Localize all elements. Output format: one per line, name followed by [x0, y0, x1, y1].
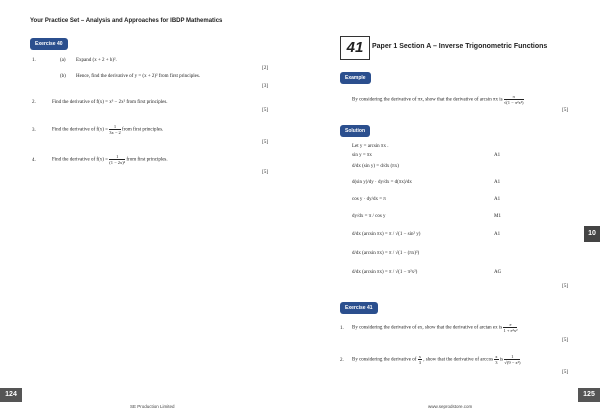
q4-text-a: Find the derivative of f(x) =	[52, 157, 108, 163]
solution-mark: A1	[494, 232, 501, 237]
solution-mark: AG	[494, 270, 502, 275]
example-text	[352, 94, 524, 105]
q3-text-b: from first principles.	[122, 127, 164, 133]
ex41-q2-frac2-den: 3	[495, 360, 498, 365]
solution-badge: Solution	[340, 125, 370, 137]
q3-text-a: Find the derivative of f(x) =	[52, 127, 108, 133]
chapter-tab: 10	[584, 226, 600, 242]
q4-number: 4.	[32, 158, 36, 163]
q1b-marks: [3]	[262, 84, 268, 89]
ex41-q1-frac-num: e	[503, 322, 517, 328]
q1a-marks: [2]	[262, 66, 268, 71]
q1-number: 1.	[32, 58, 36, 63]
exercise-41-badge: Exercise 41	[340, 302, 378, 314]
running-header: Your Practice Set – Analysis and Approaches for IBDP Mathematics	[30, 18, 223, 24]
q1a-label: (a)	[60, 58, 66, 63]
ex41-q2-number: 2.	[340, 358, 344, 363]
solution-line: cos y · dy/dx = π	[352, 197, 386, 202]
chapter-number-box: 41	[340, 36, 370, 60]
example-fraction	[504, 94, 524, 105]
q4-marks: [5]	[262, 170, 268, 175]
ex41-q2-text-b: , show that the derivative of arccos	[423, 357, 494, 363]
q2-marks: [5]	[262, 108, 268, 113]
ex41-q2-text-a: By considering the derivative of	[352, 357, 417, 363]
ex41-q1-number: 1.	[340, 326, 344, 331]
ex41-q1-frac-den: 1 + e²x²	[503, 328, 518, 333]
q3-marks: [5]	[262, 140, 268, 145]
q4-fraction	[109, 154, 125, 165]
ex41-q2-frac1	[418, 354, 422, 365]
example-badge: Example	[340, 72, 371, 84]
example-marks: [5]	[562, 108, 568, 113]
q4-text-b: from first principles.	[126, 157, 168, 163]
example-frac-den: √(1 − π²x²)	[503, 100, 524, 105]
q3-frac-den: 3x − 2	[109, 130, 121, 135]
solution-mark: M1	[494, 214, 501, 219]
q1b-text: Hence, find the derivative of y = (x + 2)² from first principles.	[76, 74, 201, 79]
ex41-q2-marks: [5]	[562, 370, 568, 375]
q2-text: Find the derivative of f(x) = x³ − 2x² from first principles.	[52, 100, 168, 105]
ex41-q2-frac1-num: x	[418, 354, 421, 359]
solution-line: d(sin y)/dy · dy/dx = d(πx)/dx	[352, 180, 412, 185]
q1b-label: (b)	[60, 74, 66, 79]
right-page-number: 125	[578, 388, 600, 402]
ex41-q2-frac3	[504, 354, 520, 365]
solution-line: dy/dx = π / cos y	[352, 214, 386, 219]
solution-mark: A1	[494, 153, 501, 158]
example-frac-num: π	[504, 94, 524, 100]
exercise-40-badge: Exercise 40	[30, 38, 68, 50]
q2-number: 2.	[32, 100, 36, 105]
left-page-number: 124	[0, 388, 22, 402]
ex41-q2-text-c: is	[499, 357, 504, 363]
solution-line: Let y = arcsin πx .	[352, 144, 389, 149]
right-footer: www.seprodstore.com	[428, 404, 473, 409]
ex41-q2-frac1-den: 3	[418, 360, 421, 365]
q1a-text: Expand (x + 2 + h)².	[76, 58, 117, 63]
q3-frac-num: 1	[109, 124, 121, 130]
ex41-q2-frac3-num: 1	[504, 354, 520, 360]
solution-line: d/dx (sin y) = d/dx (πx)	[352, 164, 399, 169]
q4-text	[52, 154, 168, 165]
q4-frac-den: (1 − 2x)²	[109, 160, 126, 165]
solution-line: d/dx (arcsin πx) = π / √(1 − π²x²)	[352, 270, 418, 275]
solution-line: d/dx (arcsin πx) = π / √(1 − sin² y)	[352, 232, 421, 237]
ex41-q2-frac3-den: √(9 − x²)	[504, 360, 521, 365]
solution-marks: [5]	[562, 284, 568, 289]
example-body: By considering the derivative of πx, show that the derivative of arcsin πx is	[352, 97, 503, 103]
solution-mark: A1	[494, 180, 501, 185]
ex41-q2-frac2-num: x	[495, 354, 498, 359]
ex41-q1-text	[352, 322, 517, 333]
left-footer: SE Production Limited	[130, 404, 175, 409]
q4-frac-num: 1	[109, 154, 125, 160]
ex41-q2-frac2	[494, 354, 498, 365]
ex41-q1-fraction	[503, 322, 517, 333]
ex41-q1-body: By considering the derivative of ex, show that the derivative of arctan ex is	[352, 325, 503, 331]
chapter-title: Paper 1 Section A – Inverse Trigonometric Functions	[372, 43, 548, 50]
q3-text	[52, 124, 163, 135]
q3-fraction	[109, 124, 121, 135]
ex41-q1-marks: [5]	[562, 338, 568, 343]
solution-line: d/dx (arcsin πx) = π / √(1 − (πx)²)	[352, 251, 420, 256]
solution-mark: A1	[494, 197, 501, 202]
q3-number: 3.	[32, 128, 36, 133]
ex41-q2-text	[352, 354, 520, 365]
solution-line: sin y = πx	[352, 153, 372, 158]
